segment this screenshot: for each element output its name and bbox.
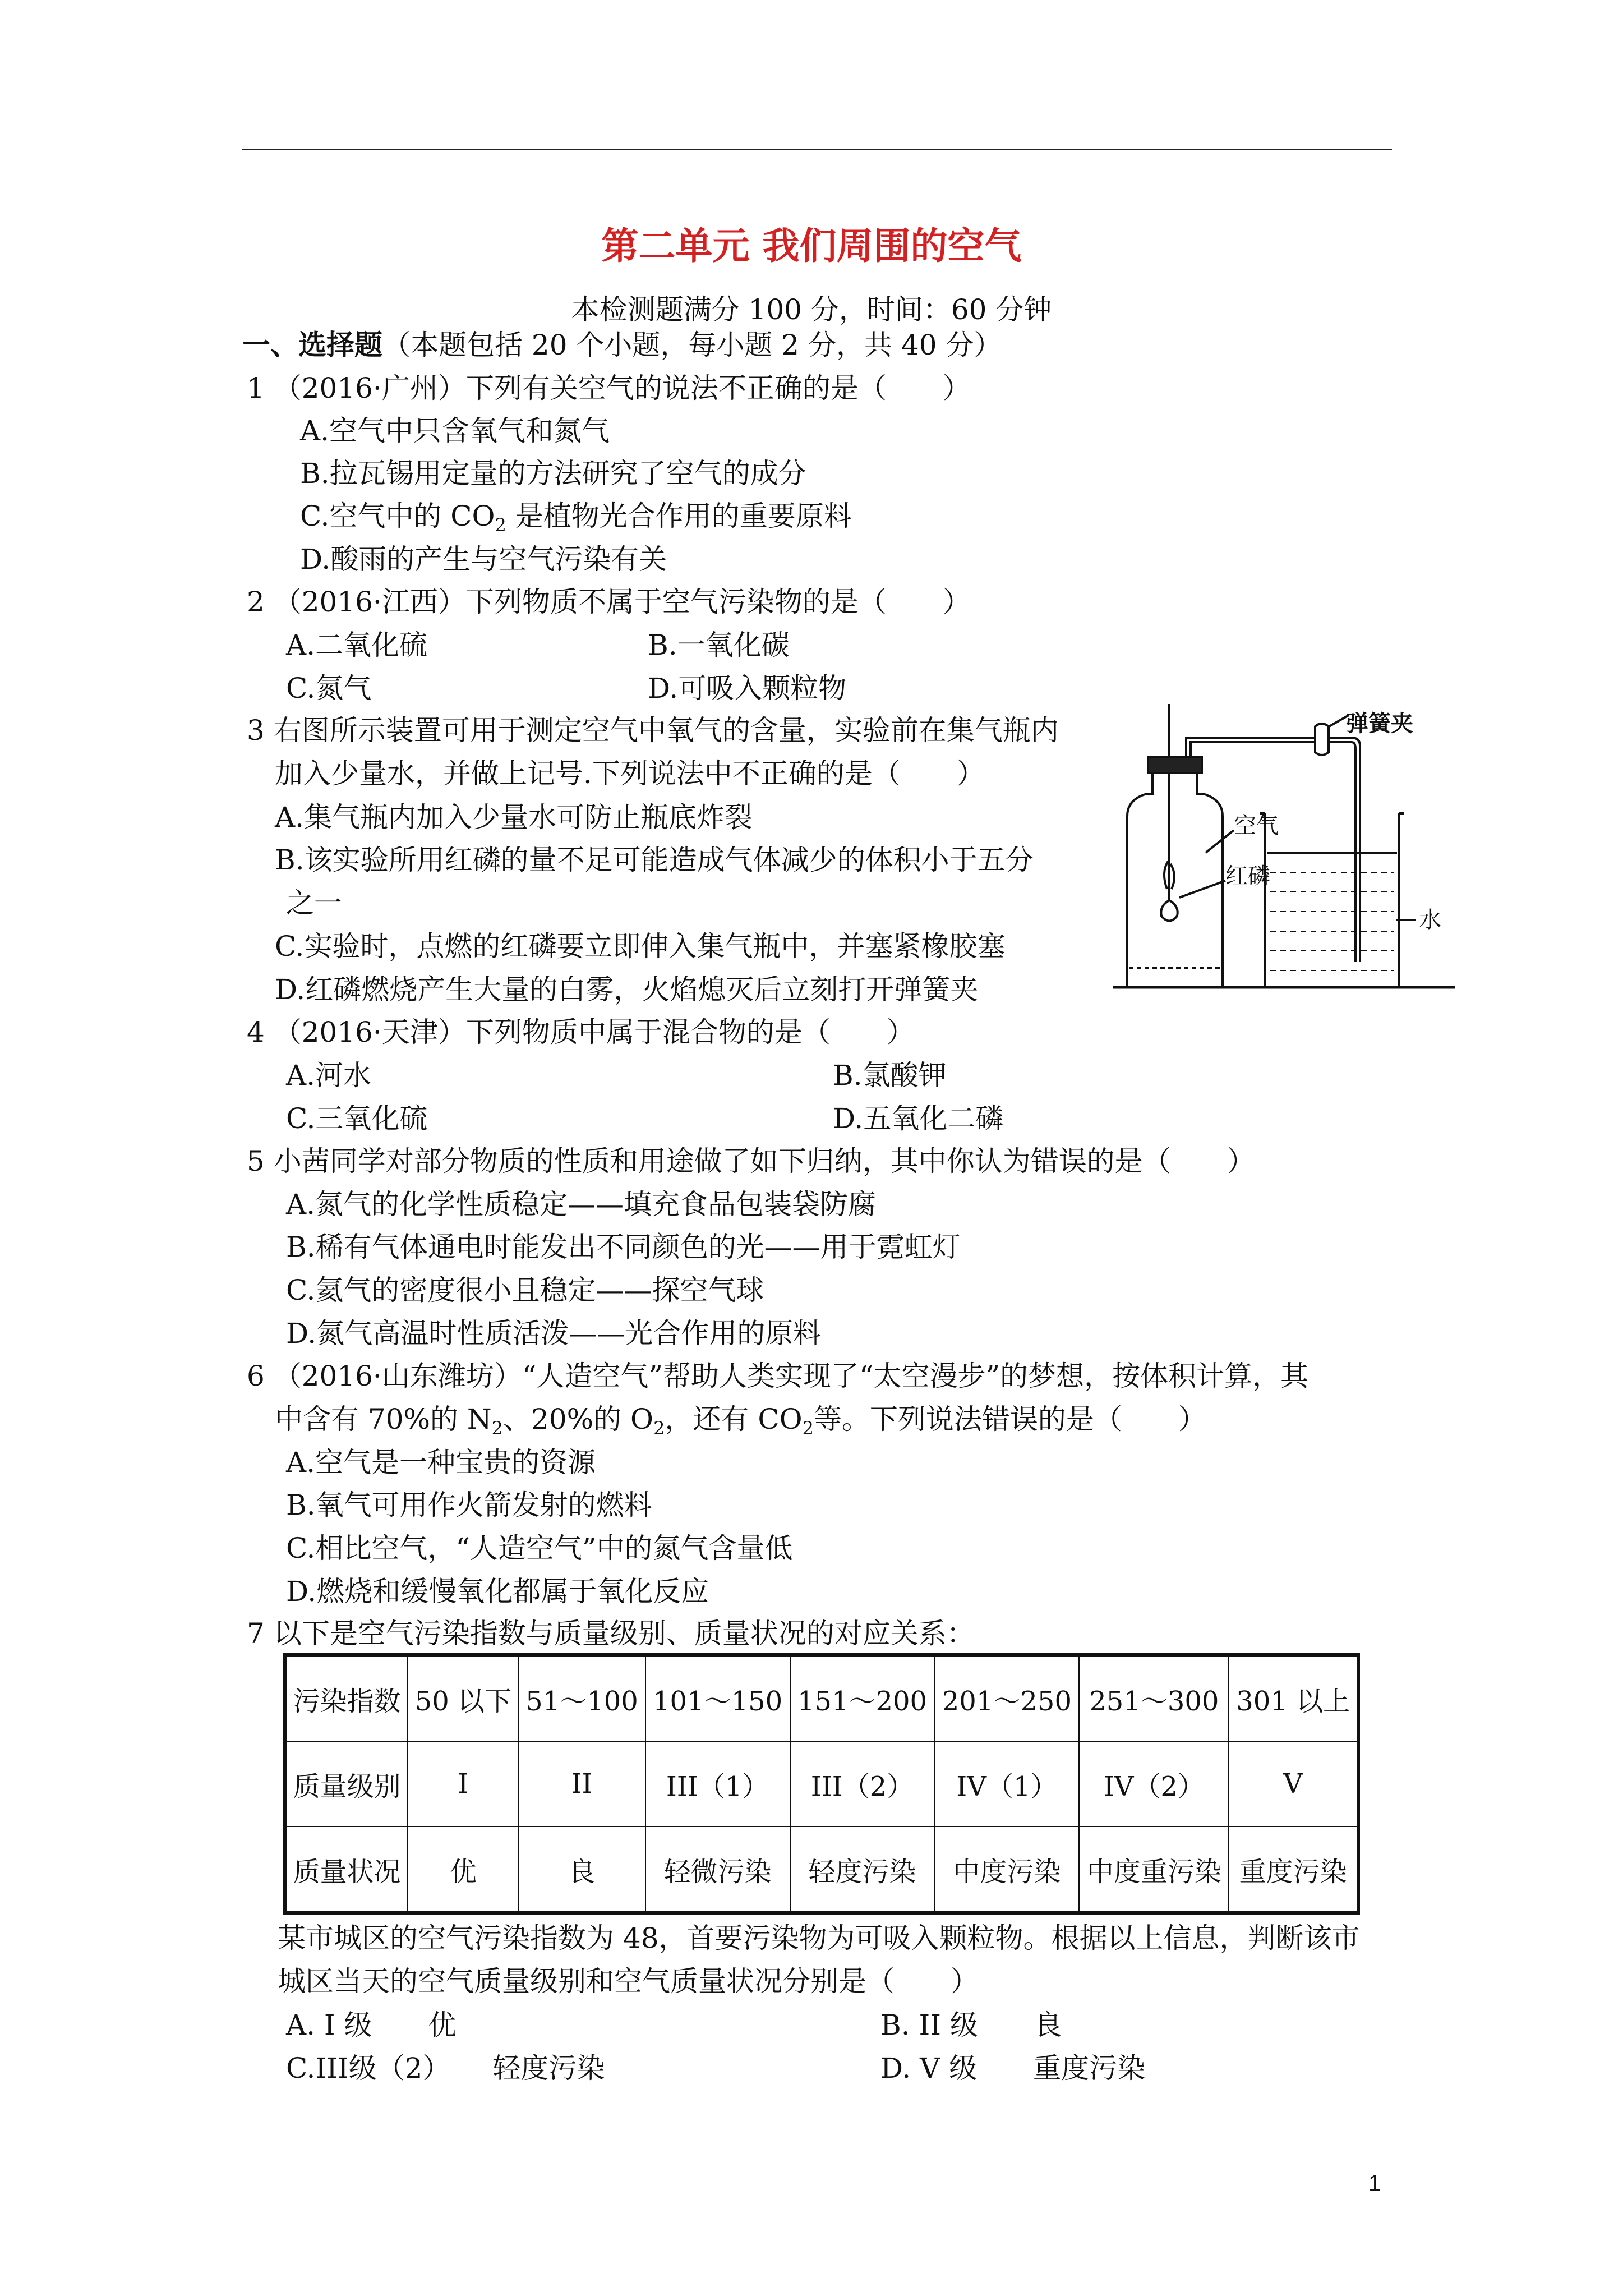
- table-cell: 质量状况: [285, 1826, 408, 1913]
- q6-stem-part-d: 等。下列说法错误的是（ ）: [813, 1403, 1206, 1435]
- q1-c-post: 是植物光合作用的重要原料: [506, 500, 852, 532]
- section-heading: [242, 328, 1002, 362]
- q6-stem-part-b: 、20%的 O: [503, 1403, 654, 1435]
- table-cell: 50 以下: [408, 1655, 518, 1741]
- q7-context-line1: 某市城区的空气污染指数为 48，首要污染物为可吸入颗粒物。根据以上信息，判断该市: [278, 1922, 1360, 1954]
- q6-stem-part-c: ，还有 CO: [665, 1403, 803, 1435]
- q6-sub-o2: 2: [653, 1418, 665, 1439]
- table-cell: III（2）: [790, 1741, 935, 1826]
- clip-label: 弹簧夹: [1346, 711, 1413, 737]
- water-label: 水: [1419, 907, 1441, 933]
- q6-option-b: B.氧气可用作火箭发射的燃料: [286, 1489, 652, 1521]
- table-cell: 中度污染: [934, 1826, 1079, 1913]
- table-cell: 良: [518, 1826, 645, 1913]
- q1-c-sub: 2: [495, 514, 506, 536]
- page-title: 第二单元 我们周围的空气: [601, 224, 1022, 268]
- q3-option-d: D.红磷燃烧产生大量的白雾，火焰熄灭后立刻打开弹簧夹: [275, 973, 979, 1006]
- table-cell: 251～300: [1079, 1655, 1229, 1741]
- q3-stem-line1: 3 右图所示装置可用于测定空气中氧气的含量，实验前在集气瓶内: [247, 714, 1059, 747]
- q4-option-d: D.五氧化二磷: [833, 1102, 1004, 1135]
- q2-option-b: B.一氧化碳: [648, 629, 790, 661]
- air-label: 空气: [1234, 813, 1279, 839]
- section-note: （本题包括 20 个小题，每小题 2 分，共 40 分）: [382, 329, 1002, 361]
- q3-option-b-line2: 之一: [286, 887, 342, 919]
- table-cell: 重度污染: [1229, 1826, 1358, 1913]
- q4-option-b: B.氯酸钾: [833, 1059, 947, 1092]
- q6-stem-line2: [275, 1402, 1206, 1445]
- q4-stem: 4 （2016·天津）下列物质中属于混合物的是（ ）: [247, 1016, 915, 1048]
- q6-stem-line1: 6 （2016·山东潍坊）“人造空气”帮助人类实现了“太空漫步”的梦想，按体积计算，其: [247, 1360, 1309, 1392]
- q3-stem-line2: 加入少量水，并做上记号.下列说法中不正确的是（ ）: [275, 757, 985, 790]
- q7-option-b: B. II 级 良: [880, 2009, 1062, 2041]
- q6-sub-n2: 2: [491, 1418, 504, 1439]
- q2-option-a: A.二氧化硫: [286, 629, 428, 661]
- q6-option-c: C.相比空气，“人造空气”中的氮气含量低: [286, 1532, 793, 1565]
- table-cell: IV（2）: [1079, 1741, 1229, 1826]
- q7-stem: 7 以下是空气污染指数与质量级别、质量状况的对应关系：: [247, 1617, 975, 1650]
- pollution-index-table: [283, 1653, 1360, 1915]
- table-cell: 51～100: [518, 1655, 645, 1741]
- table-cell: 优: [408, 1826, 518, 1913]
- table-cell: I: [408, 1741, 518, 1826]
- page-number: 1: [1368, 2171, 1381, 2196]
- q2-option-d: D.可吸入颗粒物: [648, 672, 847, 705]
- q6-stem-part-a: 中含有 70%的 N: [275, 1403, 492, 1435]
- phosphorus-label: 红磷: [1225, 863, 1270, 889]
- table-cell: 201～250: [934, 1655, 1079, 1741]
- table-row: [285, 1741, 1358, 1826]
- table-cell: 中度重污染: [1079, 1826, 1229, 1913]
- q1-option-c: [300, 499, 852, 542]
- table-cell: IV（1）: [934, 1741, 1079, 1826]
- q7-option-c: C.III级（2） 轻度污染: [286, 2052, 605, 2085]
- q6-option-a: A.空气是一种宝贵的资源: [286, 1446, 596, 1479]
- table-cell: 轻度污染: [790, 1826, 935, 1913]
- table-row: [285, 1826, 1358, 1913]
- table-cell: II: [518, 1741, 645, 1826]
- exam-info: 本检测题满分 100 分，时间：60 分钟: [571, 293, 1052, 326]
- q1-option-b: B.拉瓦锡用定量的方法研究了空气的成分: [300, 457, 806, 490]
- table-row: [285, 1655, 1358, 1741]
- q4-option-c: C.三氧化硫: [286, 1102, 428, 1135]
- q1-c-pre: C.空气中的 CO: [300, 500, 495, 532]
- q2-option-c: C.氮气: [286, 672, 372, 705]
- header-rule: [242, 149, 1392, 150]
- table-cell: 151～200: [790, 1655, 935, 1741]
- table-cell: 301 以上: [1229, 1655, 1358, 1741]
- table-cell: 轻微污染: [645, 1826, 790, 1913]
- q4-option-a: A.河水: [286, 1059, 372, 1092]
- table-cell: V: [1229, 1741, 1358, 1826]
- q6-sub-co2: 2: [802, 1418, 814, 1439]
- q1-option-d: D.酸雨的产生与空气污染有关: [300, 543, 667, 576]
- q1-option-a: A.空气中只含氧气和氮气: [300, 415, 610, 447]
- q3-option-a: A.集气瓶内加入少量水可防止瓶底炸裂: [275, 801, 753, 834]
- q5-option-d: D.氮气高温时性质活泼——光合作用的原料: [286, 1317, 822, 1350]
- q3-option-b-line1: B.该实验所用红磷的量不足可能造成气体减少的体积小于五分: [275, 844, 1034, 876]
- q6-option-d: D.燃烧和缓慢氧化都属于氧化反应: [286, 1575, 709, 1608]
- q3-option-c: C.实验时，点燃的红磷要立即伸入集气瓶中，并塞紧橡胶塞: [275, 930, 1006, 963]
- table-cell: III（1）: [645, 1741, 790, 1826]
- oxygen-measurement-apparatus: [1113, 704, 1455, 1001]
- q7-option-a: A. I 级 优: [286, 2009, 457, 2041]
- q7-context-line2: 城区当天的空气质量级别和空气质量状况分别是（ ）: [278, 1965, 979, 1998]
- table-cell: 质量级别: [285, 1741, 408, 1826]
- q5-stem: 5 小茜同学对部分物质的性质和用途做了如下归纳，其中你认为错误的是（ ）: [247, 1145, 1255, 1177]
- q5-option-a: A.氮气的化学性质稳定——填充食品包装袋防腐: [286, 1188, 877, 1221]
- q5-option-b: B.稀有气体通电时能发出不同颜色的光——用于霓虹灯: [286, 1231, 961, 1263]
- q1-stem: 1 （2016·广州）下列有关空气的说法不正确的是（ ）: [247, 372, 971, 404]
- q7-option-d: D. V 级 重度污染: [880, 2052, 1146, 2085]
- q2-stem: 2 （2016·江西）下列物质不属于空气污染物的是（ ）: [247, 586, 971, 618]
- table-cell: 污染指数: [285, 1655, 408, 1741]
- section-title: 一、选择题: [242, 329, 382, 361]
- q5-option-c: C.氦气的密度很小且稳定——探空气球: [286, 1274, 764, 1306]
- table-cell: 101～150: [645, 1655, 790, 1741]
